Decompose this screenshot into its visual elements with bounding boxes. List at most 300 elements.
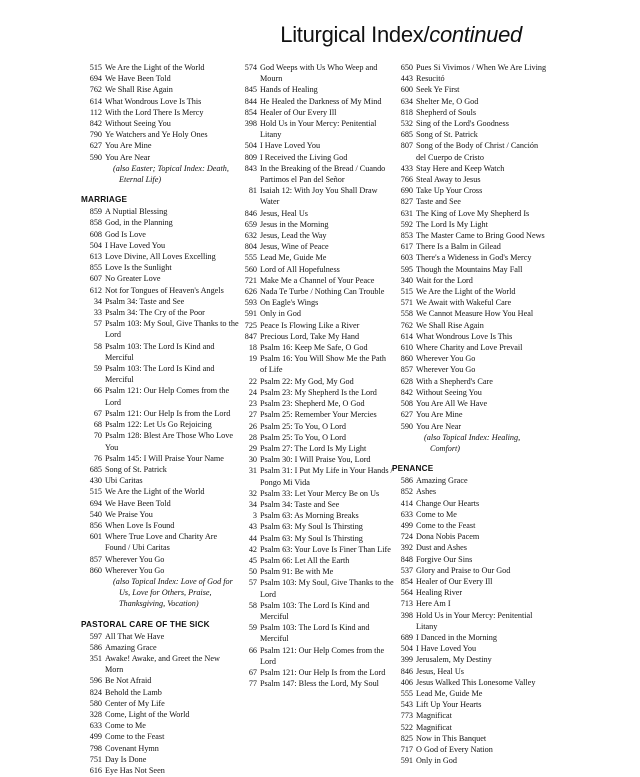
hymn-number: 632 (244, 231, 257, 241)
hymn-title: O God of Every Nation (416, 744, 493, 754)
hymn-title: Psalm 25: Remember Your Mercies (260, 410, 377, 420)
hymn-title: Jesus Walked This Lonesome Valley (416, 677, 536, 687)
hymn-number: 571 (400, 298, 413, 308)
hymn-number: 617 (400, 242, 413, 252)
hymn-title: Psalm 103: The Lord Is Kind and Merciful (260, 600, 370, 621)
hymn-number: 70 (93, 431, 102, 441)
hymn-title: Healer of Our Every Ill (260, 107, 337, 117)
hymn-number: 855 (89, 263, 102, 273)
index-entry (236, 275, 394, 286)
hymn-title: I Received the Living God (260, 152, 348, 162)
hymn-number: 847 (244, 331, 257, 341)
index-entry (81, 687, 239, 698)
hymn-number: 28 (248, 432, 257, 442)
hymn-title: What Wondrous Love Is This (416, 331, 513, 341)
hymn-number: 627 (89, 141, 102, 151)
index-entry (392, 376, 550, 387)
hymn-title: Where Charity and Love Prevail (416, 343, 523, 353)
hymn-number: 852 (400, 487, 413, 497)
index-entry (392, 107, 550, 118)
hymn-title: The Lord Is My Light (416, 219, 488, 229)
index-entry (81, 565, 239, 576)
index-entry (236, 185, 394, 207)
hymn-number: 848 (400, 554, 413, 564)
index-entry (392, 475, 550, 486)
hymn-title: Glory and Praise to Our God (416, 565, 511, 575)
hymn-number: 842 (89, 119, 102, 129)
index-entry (392, 264, 550, 275)
hymn-number: 818 (400, 107, 413, 117)
hymn-title: Center of My Life (105, 698, 165, 708)
hymn-title: Lift Up Your Hearts (416, 700, 482, 710)
hymn-number: 593 (244, 298, 257, 308)
index-column-1 (81, 62, 239, 776)
index-entry (81, 642, 239, 653)
index-entry (392, 252, 550, 263)
index-entry (392, 520, 550, 531)
hymn-title: Psalm 63: My Soul Is Thirsting (260, 522, 363, 532)
hymn-number: 859 (89, 207, 102, 217)
index-entry (236, 152, 394, 163)
hymn-number: 574 (244, 63, 257, 72)
hymn-title: No Greater Love (105, 274, 161, 284)
hymn-title: I Danced in the Morning (416, 632, 497, 642)
hymn-title: Psalm 27: The Lord Is My Light (260, 443, 367, 453)
index-entry (392, 722, 550, 733)
hymn-title: Psalm 23: My Shepherd Is the Lord (260, 387, 377, 397)
hymn-title: Magnificat (416, 711, 452, 721)
index-entry (392, 342, 550, 353)
index-entry (236, 163, 394, 185)
index-entry (236, 443, 394, 454)
index-entry (392, 744, 550, 755)
title-continued: continued (429, 22, 522, 47)
hymn-title: Love Is the Sunlight (105, 263, 172, 273)
index-entry (392, 587, 550, 598)
index-entry (236, 140, 394, 151)
index-entry (392, 666, 550, 677)
hymn-title: Forgive Our Sins (416, 554, 473, 564)
hymn-title: We Cannot Measure How You Heal (416, 309, 534, 319)
index-entry (81, 698, 239, 709)
index-entry (236, 645, 394, 667)
index-entry (392, 565, 550, 576)
hymn-number: 603 (400, 253, 413, 263)
hymn-number: 340 (400, 275, 413, 285)
index-entry (392, 219, 550, 230)
index-entry (81, 408, 239, 419)
index-entry (392, 677, 550, 688)
hymn-number: 631 (400, 208, 413, 218)
index-entry (392, 129, 550, 140)
index-entry (392, 643, 550, 654)
index-entry (81, 554, 239, 565)
hymn-number: 27 (248, 410, 257, 420)
section-heading: PASTORAL CARE OF THE SICK (81, 619, 210, 629)
hymn-title: We Shall Rise Again (416, 320, 484, 330)
hymn-number: 558 (400, 309, 413, 319)
hymn-title: Amazing Grace (416, 476, 468, 486)
index-entry (236, 678, 394, 689)
hymn-title: Hold Us in Your Mercy: Penitential Litany (260, 119, 377, 140)
hymn-number: 659 (244, 219, 257, 229)
hymn-number: 67 (248, 667, 257, 677)
index-entry (236, 432, 394, 443)
hymn-number: 392 (400, 543, 413, 553)
index-entry (236, 118, 394, 140)
index-entry (392, 140, 550, 162)
hymn-title: Psalm 121: Our Help Is from the Lord (105, 408, 231, 418)
hymn-number: 717 (400, 744, 413, 754)
hymn-title: Seek Ye First (416, 85, 460, 95)
hymn-title: In the Breaking of the Bread / Cuando Partimos el Pan del Señor (260, 163, 386, 185)
index-entry (81, 118, 239, 129)
index-entry (392, 509, 550, 520)
hymn-title: Psalm 147: Bless the Lord, My Soul (260, 679, 379, 689)
index-entry (81, 307, 239, 318)
hymn-title: Psalm 16: You Will Show Me the Path of Life (260, 354, 386, 375)
index-entry (392, 409, 550, 420)
index-entry (392, 498, 550, 509)
hymn-number: 30 (248, 455, 257, 465)
hymn-title: Eye Has Not Seen (105, 765, 165, 775)
index-entry (81, 653, 239, 675)
hymn-number: 607 (89, 274, 102, 284)
hymn-number: 398 (400, 610, 413, 620)
hymn-title: We Are the Light of the World (105, 63, 205, 72)
hymn-title: Love Divine, All Loves Excelling (105, 252, 216, 262)
hymn-number: 690 (400, 186, 413, 196)
hymn-number: 827 (400, 197, 413, 207)
hymn-title: Wherever You Go (105, 565, 165, 575)
section-heading: MARRIAGE (81, 195, 128, 205)
hymn-title: Psalm 128: Blest Are Those Who Love You (105, 431, 233, 452)
index-entry (81, 475, 239, 486)
hymn-title: Jesus, Wine of Peace (260, 242, 329, 252)
hymn-title: Psalm 121: Our Help Comes from the Lord (105, 386, 230, 407)
hymn-title: Though the Mountains May Fall (416, 264, 523, 274)
hymn-title: Awake! Awake, and Greet the New Morn (105, 653, 220, 675)
hymn-number: 34 (93, 296, 102, 306)
hymn-number: 590 (89, 152, 102, 162)
hymn-number: 856 (89, 520, 102, 530)
hymn-number: 76 (93, 453, 102, 463)
index-entry (81, 251, 239, 262)
cross-reference-note: (also Topical Index: Love of God for Us, Love for Others, Praise, Thanksgiving, Vocation) (113, 576, 233, 609)
hymn-number: 804 (244, 242, 257, 252)
hymn-title: Covenant Hymn (105, 743, 159, 753)
hymn-title: We Are the Light of the World (105, 487, 205, 497)
hymn-number: 32 (248, 488, 257, 498)
hymn-number: 515 (400, 287, 413, 297)
index-entry (392, 387, 550, 398)
hymn-title: Psalm 103: The Lord Is Kind and Merciful (105, 341, 215, 362)
hymn-number: 685 (89, 464, 102, 474)
hymn-number: 596 (89, 676, 102, 686)
hymn-title: Come to Me (105, 721, 146, 731)
index-entry (236, 544, 394, 555)
index-entry (392, 755, 550, 766)
index-entry (81, 464, 239, 475)
index-entry (81, 498, 239, 509)
index-entry (236, 320, 394, 331)
hymn-title: We Have Been Told (105, 498, 171, 508)
hymn-title: The Master Came to Bring Good News (416, 231, 545, 241)
hymn-title: Isaiah 12: With Joy You Shall Draw Water (260, 186, 378, 207)
index-entry (236, 521, 394, 532)
index-entry (236, 376, 394, 387)
index-entry (81, 363, 239, 385)
hymn-number: 328 (89, 709, 102, 719)
index-entry (392, 286, 550, 297)
index-entry (236, 465, 394, 487)
hymn-number: 58 (248, 600, 257, 610)
hymn-title: Psalm 103: The Lord Is Kind and Merciful (260, 623, 370, 644)
index-entry (236, 555, 394, 566)
hymn-title: Psalm 34: Taste and See (260, 499, 340, 509)
index-entry (392, 554, 550, 565)
index-entry (236, 308, 394, 319)
hymn-number: 844 (244, 96, 257, 106)
hymn-number: 398 (244, 119, 257, 129)
index-entry (392, 241, 550, 252)
hymn-title: Precious Lord, Take My Hand (260, 331, 360, 341)
hymn-title: Day Is Done (105, 754, 147, 764)
hymn-title: You Are Near (105, 152, 151, 162)
hymn-title: Psalm 30: I Will Praise You, Lord (260, 455, 371, 465)
hymn-number: 537 (400, 565, 413, 575)
index-entry (236, 230, 394, 241)
hymn-title: We Await with Wakeful Care (416, 298, 512, 308)
hymn-title: Psalm 34: Taste and See (105, 296, 185, 306)
index-entry (236, 488, 394, 499)
hymn-title: Healer of Our Every Ill (416, 576, 493, 586)
hymn-number: 57 (93, 319, 102, 329)
hymn-number: 854 (400, 576, 413, 586)
index-entry (81, 341, 239, 363)
index-entry (81, 96, 239, 107)
hymn-title: Psalm 31: I Put My Life in Your Hands / Pongo Mi Vida (260, 466, 393, 487)
hymn-number: 560 (244, 264, 257, 274)
hymn-number: 845 (244, 85, 257, 95)
index-entry (392, 610, 550, 632)
hymn-number: 33 (93, 308, 102, 318)
hymn-number: 590 (400, 421, 413, 431)
title-main: Liturgical Index/ (280, 22, 430, 47)
hymn-number: 81 (248, 186, 257, 196)
hymn-number: 58 (93, 341, 102, 351)
hymn-title: When Love Is Found (105, 520, 175, 530)
index-entry (81, 229, 239, 240)
hymn-title: Come to the Feast (416, 520, 476, 530)
index-entry (236, 331, 394, 342)
index-entry (81, 509, 239, 520)
hymn-title: He Healed the Darkness of My Mind (260, 96, 382, 106)
hymn-title: We Have Been Told (105, 74, 171, 84)
hymn-number: 860 (89, 565, 102, 575)
index-entry (392, 320, 550, 331)
hymn-title: Jesus, Heal Us (416, 666, 464, 676)
hymn-number: 610 (400, 343, 413, 353)
hymn-number: 68 (93, 420, 102, 430)
hymn-number: 724 (400, 532, 413, 542)
hymn-number: 807 (400, 141, 413, 151)
hymn-title: Only in God (416, 756, 457, 766)
hymn-number: 846 (244, 208, 257, 218)
index-entry (81, 765, 239, 776)
hymn-title: Psalm 33: Let Your Mercy Be on Us (260, 488, 380, 498)
hymn-title: Song of the Body of Christ / Canción del Cuerpo de Cristo (416, 141, 539, 162)
hymn-number: 406 (400, 677, 413, 687)
hymn-title: Amazing Grace (105, 642, 157, 652)
index-entry (81, 754, 239, 765)
hymn-number: 57 (248, 578, 257, 588)
hymn-number: 595 (400, 264, 413, 274)
hymn-number: 858 (89, 218, 102, 228)
hymn-number: 694 (89, 74, 102, 84)
hymn-title: I Have Loved You (105, 240, 166, 250)
index-entry (236, 499, 394, 510)
index-entry (392, 353, 550, 364)
cross-reference-note: (also Easter; Topical Index: Death, Eternal Life) (113, 163, 229, 185)
hymn-number: 773 (400, 711, 413, 721)
hymn-number: 26 (248, 421, 257, 431)
index-entry (392, 73, 550, 84)
hymn-number: 45 (248, 555, 257, 565)
index-entry (392, 62, 550, 73)
index-entry (392, 398, 550, 409)
hymn-number: 608 (89, 229, 102, 239)
index-entry (236, 454, 394, 465)
index-entry (236, 84, 394, 95)
hymn-number: 67 (93, 408, 102, 418)
index-entry (236, 252, 394, 263)
index-entry (236, 533, 394, 544)
hymn-title: Pues Si Vivimos / When We Are Living (416, 63, 547, 72)
index-entry (392, 542, 550, 553)
hymn-number: 809 (244, 152, 257, 162)
hymn-number: 633 (89, 721, 102, 731)
hymn-number: 580 (89, 698, 102, 708)
index-entry (392, 163, 550, 174)
hymn-title: Come to Me (416, 509, 457, 519)
hymn-number: 77 (248, 679, 257, 689)
hymn-number: 66 (248, 645, 257, 655)
hymn-number: 443 (400, 74, 413, 84)
hymn-number: 515 (89, 63, 102, 72)
hymn-number: 586 (89, 642, 102, 652)
hymn-title: God Is Love (105, 229, 146, 239)
index-entry (236, 241, 394, 252)
hymn-title: What Wondrous Love Is This (105, 96, 202, 106)
hymn-number: 592 (400, 219, 413, 229)
index-entry (81, 262, 239, 273)
index-entry (81, 631, 239, 642)
hymn-number: 29 (248, 443, 257, 453)
hymn-number: 24 (248, 387, 257, 397)
index-entry (81, 273, 239, 284)
index-entry (81, 419, 239, 430)
hymn-title: Take Up Your Cross (416, 186, 483, 196)
hymn-title: Hold Us in Your Mercy: Penitential Litany (416, 610, 533, 631)
hymn-number: 627 (400, 410, 413, 420)
index-entry (236, 264, 394, 275)
hymn-title: Jesus, Lead the Way (260, 231, 327, 241)
hymn-number: 721 (244, 275, 257, 285)
hymn-title: Come, Light of the World (105, 709, 190, 719)
index-entry (81, 217, 239, 228)
hymn-title: Nada Te Turbe / Nothing Can Trouble (260, 287, 385, 297)
hymn-number: 601 (89, 532, 102, 542)
index-entry (392, 576, 550, 587)
hymn-number: 650 (400, 63, 413, 72)
index-entry (81, 140, 239, 151)
hymn-title: Change Our Hearts (416, 498, 480, 508)
index-entry (236, 600, 394, 622)
hymn-number: 857 (89, 554, 102, 564)
hymn-title: Psalm 103: My Soul, Give Thanks to the Lord (105, 319, 239, 340)
index-entry (392, 421, 550, 432)
hymn-title: Now in This Banquet (416, 733, 487, 743)
hymn-title: Psalm 103: My Soul, Give Thanks to the Lord (260, 578, 394, 599)
hymn-number: 634 (400, 96, 413, 106)
hymn-number: 18 (248, 343, 257, 353)
hymn-number: 626 (244, 287, 257, 297)
hymn-title: Song of St. Patrick (105, 464, 167, 474)
hymn-number: 399 (400, 655, 413, 665)
index-entry (392, 486, 550, 497)
index-column-3 (392, 62, 550, 766)
hymn-title: Psalm 25: To You, O Lord (260, 421, 346, 431)
index-entry (81, 129, 239, 140)
hymn-number: 612 (89, 285, 102, 295)
hymn-title: Resucitó (416, 74, 445, 84)
hymn-number: 19 (248, 354, 257, 364)
hymn-number: 515 (89, 487, 102, 497)
hymn-title: Hands of Healing (260, 85, 318, 95)
hymn-number: 59 (93, 364, 102, 374)
hymn-title: You Are Mine (105, 141, 152, 151)
hymn-number: 790 (89, 130, 102, 140)
hymn-title: We Shall Rise Again (105, 85, 173, 95)
hymn-title: Song of St. Patrick (416, 130, 478, 140)
hymn-number: 600 (400, 85, 413, 95)
hymn-title: There's a Wideness in God's Mercy (416, 253, 532, 263)
index-entry (392, 733, 550, 744)
hymn-number: 853 (400, 231, 413, 241)
index-entry (236, 387, 394, 398)
hymn-title: Lead Me, Guide Me (416, 688, 483, 698)
hymn-title: You Are All We Have (416, 399, 488, 409)
hymn-number: 508 (400, 399, 413, 409)
hymn-number: 591 (400, 756, 413, 766)
hymn-title: Peace Is Flowing Like a River (260, 320, 360, 330)
hymn-number: 59 (248, 623, 257, 633)
index-entry (81, 73, 239, 84)
index-entry (392, 688, 550, 699)
index-entry (392, 96, 550, 107)
section-heading: PENANCE (392, 464, 434, 474)
hymn-number: 751 (89, 754, 102, 764)
index-entry (236, 208, 394, 219)
hymn-title: We Are the Light of the World (416, 287, 516, 297)
hymn-number: 597 (89, 631, 102, 641)
hymn-title: Taste and See (416, 197, 461, 207)
hymn-number: 591 (244, 309, 257, 319)
hymn-number: 614 (89, 96, 102, 106)
hymn-title: Ubi Caritas (105, 476, 143, 486)
index-entry (236, 409, 394, 420)
